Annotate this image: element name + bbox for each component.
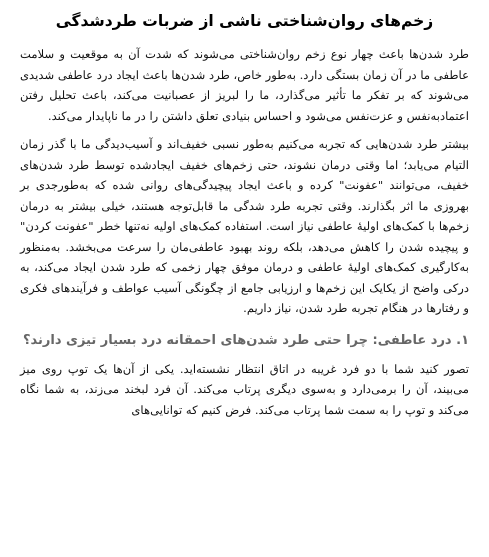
paragraph-intro: طرد شدن‌ها باعث چهار نوع زخم روان‌شناختی می‌شوند که شدت آن به موقعیت و سلامت عاطفی ما در آن زمان بستگی دارد. به‌طور خاص، طرد شدن‌ها باعث ایجاد درد عاطفی شدیدی می‌شوند که بر تفکر ما تأثیر می‌گذارد، ما را لبریز از عصبانیت می‌کند، باعث تحلیل رفتن اعتمادبه‌نفس و عزت‌نفس می‌شود و احساس بنیادی تعلق داشتن را در ما ناپایدار می‌کند. <box>19 47 469 123</box>
page-title: زخم‌های روان‌شناختی ناشی از ضربات طردشدگی <box>55 12 434 30</box>
paragraph-waiting-room: تصور کنید شما با دو فرد غریبه در اتاق انتظار نشسته‌اید. یکی از آن‌ها یک توپ روی میز می‌بیند، آن را برمی‌دارد و به‌سوی دیگری پرتاب می‌کند. آن فرد لبخند می‌زند، به شما نگاه می‌کند و توپ را به سمت شما پرتاب می‌کند. فرض کنیم که توانایی‌های <box>20 361 469 417</box>
paragraph-mild-rejections: بیشتر طرد شدن‌هایی که تجربه می‌کنیم به‌طور نسبی خفیف‌اند و آسیب‌دیدگی ما با گذر زمان التیام می‌یابد؛ اما وقتی درمان نشوند، حتی زخم‌های خفیف ایجادشده توسط طرد شدن‌های خفیف، می‌توانند "عفونت" کرده و باعث ایجاد پیچیدگی‌های روانی شده که به‌طورجدی بر بهروزی ما اثر بگذارند. وقتی تجربه طرد شدگی ما قابل‌توجه هستند، خیلی بیشتر به درمان زخم‌ها با کمک‌های اولیهٔ عاطفی نیاز است. استفاده کمک‌های اولیه نه‌تنها خطر "عفونت کردن" و پیچیده شدن را کاهش می‌دهد، بلکه روند بهبود عاطفی‌مان را سرعت می‌بخشد. به‌منظور به‌کارگیری کمک‌های اولیهٔ عاطفی و درمان موفق چهار زخمی که طرد شدن ایجاد می‌کند، به درکی واضح از یکایک این زخم‌ها و ارزیابی جامع از چگونگی آسیب عواطف و فرآیندهای فکری و رفتارها در هنگام تجربه طرد شدن، نیاز داریم. <box>20 137 469 315</box>
section-heading-emotional-pain: ۱. درد عاطفی: چرا حتی طرد شدن‌های احمقانه درد بسیار تیزی دارند؟ <box>22 332 469 348</box>
